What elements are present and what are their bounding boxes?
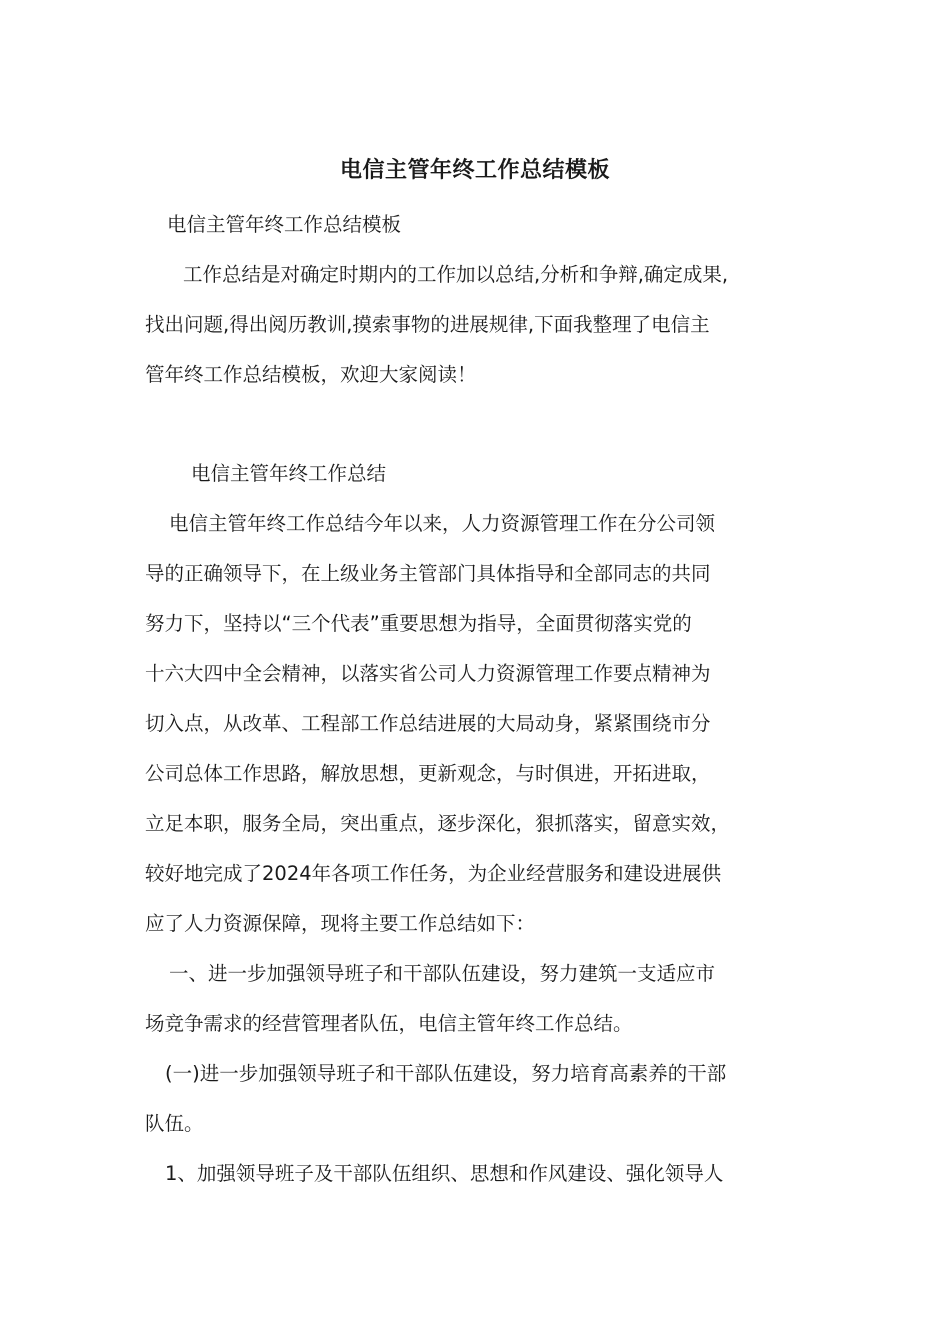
paragraph-line: 十六大四中全会精神，以落实省公司人力资源管理工作要点精神为	[145, 662, 711, 685]
paragraph-line: 电信主管年终工作总结今年以来，人力资源管理工作在分公司领	[169, 512, 716, 535]
paragraph-line: (一)进一步加强领导班子和干部队伍建设，努力培育高素养的干部	[165, 1062, 727, 1085]
section-heading: 电信主管年终工作总结	[191, 462, 387, 485]
paragraph-line: 1、加强领导班子及干部队伍组织、思想和作风建设、强化领导人	[165, 1162, 724, 1185]
paragraph-line: 队伍。	[145, 1112, 204, 1135]
paragraph-line: 公司总体工作思路，解放思想，更新观念，与时俱进，开拓进取，	[145, 762, 711, 785]
paragraph-line: 工作总结是对确定时期内的工作加以总结,分析和争辩,确定成果,	[183, 263, 729, 286]
paragraph-line: 努力下，坚持以“三个代表”重要思想为指导，全面贯彻落实党的	[145, 612, 692, 635]
paragraph-line: 一、进一步加强领导班子和干部队伍建设，努力建筑一支适应市	[169, 962, 716, 985]
paragraph-line: 立足本职，服务全局，突出重点，逐步深化，狠抓落实，留意实效，	[145, 812, 731, 835]
paragraph-line: 找出问题,得出阅历教训,摸索事物的进展规律,下面我整理了电信主	[145, 313, 710, 336]
paragraph-line: 导的正确领导下，在上级业务主管部门具体指导和全部同志的共同	[145, 562, 711, 585]
paragraph-line: 切入点，从改革、工程部工作总结进展的大局动身，紧紧围绕市分	[145, 712, 711, 735]
document-title: 电信主管年终工作总结模板	[339, 158, 610, 183]
paragraph-line: 较好地完成了2024年各项工作任务，为企业经营服务和建设进展供	[145, 862, 722, 885]
paragraph-line: 应了人力资源保障，现将主要工作总结如下：	[145, 912, 536, 935]
paragraph-line: 场竞争需求的经营管理者队伍，电信主管年终工作总结。	[145, 1012, 633, 1035]
subtitle-line: 电信主管年终工作总结模板	[167, 213, 402, 236]
paragraph-line: 管年终工作总结模板，欢迎大家阅读！	[145, 363, 477, 386]
